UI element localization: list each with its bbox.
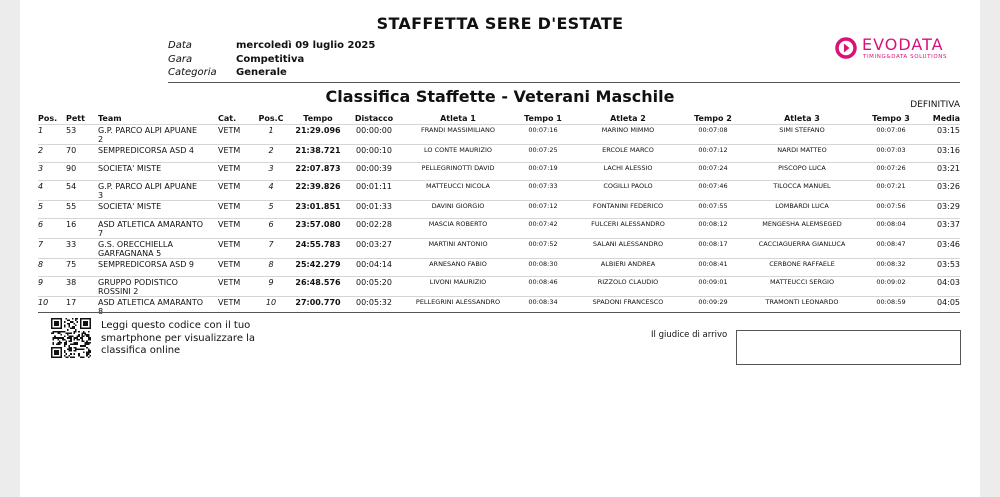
cell-a1: DAVINI GIORGIO <box>402 201 514 219</box>
cell-tempo: 27:00.770 <box>290 297 346 317</box>
cell-team <box>98 201 218 219</box>
col-media: Media <box>932 114 960 123</box>
cell-cat: VETM <box>218 145 252 163</box>
cell-t1: 00:07:25 <box>514 145 572 163</box>
team-name: G.P. PARCO ALPI APUANE <box>98 126 198 135</box>
cell-a1: PELLEGRINOTTI DAVID <box>402 163 514 181</box>
cell-t3: 00:08:47 <box>862 239 920 259</box>
ranking-title: Classifica Staffette - Veterani Maschile <box>325 87 675 106</box>
qr-instructions: Leggi questo codice con il tuo smartphone per visualizzare la classifica online <box>101 320 256 356</box>
team-name: SEMPREDICORSA ASD 9 <box>98 260 195 269</box>
meta-label: Categoria <box>168 67 217 78</box>
table-row <box>38 181 960 201</box>
cell-t3: 00:07:03 <box>862 145 920 163</box>
cell-a3: NARDI MATTEO <box>742 145 862 163</box>
cell-t2: 00:07:55 <box>684 201 742 219</box>
cell-pett: 70 <box>66 145 98 163</box>
cell-a2: SPADONI FRANCESCO <box>572 297 684 317</box>
table-row <box>38 219 960 239</box>
cell-a2: MARINO MIMMO <box>572 125 684 145</box>
cell-team <box>98 297 218 317</box>
cell-posc: 4 <box>252 181 290 201</box>
cell-distacco: 00:03:27 <box>346 239 402 259</box>
cell-cat: VETM <box>218 163 252 181</box>
team-name: GRUPPO PODISTICO <box>98 278 178 287</box>
cell-a2: ERCOLE MARCO <box>572 145 684 163</box>
cell-a1: ARNESANO FABIO <box>402 259 514 277</box>
event-title: STAFFETTA SERE D'ESTATE <box>376 14 624 33</box>
team-name: G.P. PARCO ALPI APUANE <box>98 182 198 191</box>
cell-t2: 00:07:24 <box>684 163 742 181</box>
cell-pos: 9 <box>38 277 66 297</box>
table-row <box>38 125 960 145</box>
cell-team <box>98 181 218 201</box>
col-atleta1: Atleta 1 <box>440 114 476 123</box>
col-distacco: Distacco <box>354 114 394 123</box>
cell-pos: 3 <box>38 163 66 181</box>
evodata-logo-mark-icon <box>834 36 858 60</box>
cell-media: 03:15 <box>920 125 960 145</box>
cell-t1: 00:08:34 <box>514 297 572 317</box>
cell-media: 03:21 <box>920 163 960 181</box>
team-name-line2: 2 <box>98 135 104 144</box>
cell-a2: SALANI ALESSANDRO <box>572 239 684 259</box>
cell-a3: LOMBARDI LUCA <box>742 201 862 219</box>
team-name: ASD ATLETICA AMARANTO <box>98 298 204 307</box>
cell-posc: 7 <box>252 239 290 259</box>
logo-tagline: TIMING&DATA SOLUTIONS <box>863 54 948 60</box>
cell-team <box>98 125 218 145</box>
cell-pos: 4 <box>38 181 66 201</box>
table-row <box>38 259 960 277</box>
cell-cat: VETM <box>218 277 252 297</box>
table-header-row <box>38 113 960 125</box>
table-row <box>38 239 960 259</box>
cell-distacco: 00:00:10 <box>346 145 402 163</box>
cell-media: 03:46 <box>920 239 960 259</box>
cell-pett: 90 <box>66 163 98 181</box>
cell-t2: 00:09:29 <box>684 297 742 317</box>
cell-distacco: 00:04:14 <box>346 259 402 277</box>
table-row <box>38 201 960 219</box>
meta-value: Generale <box>236 67 287 78</box>
cell-a3: PISCOPO LUCA <box>742 163 862 181</box>
cell-media: 03:16 <box>920 145 960 163</box>
event-meta <box>168 39 375 80</box>
team-name: G.S. ORECCHIELLA <box>98 240 173 249</box>
cell-pett: 53 <box>66 125 98 145</box>
team-name-line2: 3 <box>98 191 104 200</box>
cell-distacco: 00:01:33 <box>346 201 402 219</box>
cell-a3: TILOCCA MANUEL <box>742 181 862 201</box>
cell-a3: MATTEUCCI SERGIO <box>742 277 862 297</box>
cell-team <box>98 145 218 163</box>
col-pett: Pett <box>66 114 85 123</box>
cell-tempo: 24:55.783 <box>290 239 346 259</box>
cell-distacco: 00:02:28 <box>346 219 402 239</box>
cell-t3: 00:07:21 <box>862 181 920 201</box>
team-name: ASD ATLETICA AMARANTO <box>98 220 204 229</box>
cell-a1: PELLEGRINI ALESSANDRO <box>402 297 514 317</box>
cell-t1: 00:08:46 <box>514 277 572 297</box>
cell-pos: 7 <box>38 239 66 259</box>
cell-posc: 6 <box>252 219 290 239</box>
cell-posc: 5 <box>252 201 290 219</box>
cell-t2: 00:09:01 <box>684 277 742 297</box>
meta-value: mercoledì 09 luglio 2025 <box>236 40 376 51</box>
cell-media: 04:05 <box>920 297 960 317</box>
team-name-line2: ROSSINI 2 <box>98 287 139 296</box>
header-divider <box>168 82 960 83</box>
cell-tempo: 22:39.826 <box>290 181 346 201</box>
cell-team <box>98 239 218 259</box>
cell-t2: 00:07:08 <box>684 125 742 145</box>
cell-a1: MATTEUCCI NICOLA <box>402 181 514 201</box>
team-name-line2: 7 <box>98 229 104 238</box>
cell-a2: ALBIERI ANDREA <box>572 259 684 277</box>
evodata-logo <box>834 36 964 66</box>
cell-a1: FRANDI MASSIMILIANO <box>402 125 514 145</box>
cell-posc: 1 <box>252 125 290 145</box>
cell-a2: FONTANINI FEDERICO <box>572 201 684 219</box>
cell-posc: 8 <box>252 259 290 277</box>
cell-posc: 10 <box>252 297 290 317</box>
cell-a2: LACHI ALESSIO <box>572 163 684 181</box>
cell-a1: LO CONTE MAURIZIO <box>402 145 514 163</box>
cell-t3: 00:07:06 <box>862 125 920 145</box>
team-name: SOCIETA' MISTE <box>98 164 162 173</box>
cell-t2: 00:08:17 <box>684 239 742 259</box>
cell-t1: 00:07:16 <box>514 125 572 145</box>
cell-pett: 17 <box>66 297 98 317</box>
cell-distacco: 00:05:20 <box>346 277 402 297</box>
cell-cat: VETM <box>218 297 252 317</box>
cell-pos: 8 <box>38 259 66 277</box>
cell-media: 04:03 <box>920 277 960 297</box>
cell-tempo: 21:29.096 <box>290 125 346 145</box>
cell-t3: 00:07:56 <box>862 201 920 219</box>
cell-a1: MARTINI ANTONIO <box>402 239 514 259</box>
cell-pett: 16 <box>66 219 98 239</box>
cell-pos: 2 <box>38 145 66 163</box>
cell-team <box>98 219 218 239</box>
col-pos: Pos. <box>38 114 58 123</box>
cell-pett: 54 <box>66 181 98 201</box>
cell-t1: 00:07:12 <box>514 201 572 219</box>
cell-distacco: 00:01:11 <box>346 181 402 201</box>
col-cat: Cat. <box>218 114 237 123</box>
col-tempo3: Tempo 3 <box>872 114 910 123</box>
cell-t3: 00:07:26 <box>862 163 920 181</box>
results-body <box>38 125 960 317</box>
cell-t1: 00:08:30 <box>514 259 572 277</box>
cell-a2: RIZZOLO CLAUDIO <box>572 277 684 297</box>
meta-row-race <box>168 53 375 67</box>
col-posc: Pos.C <box>258 114 284 123</box>
qr-code-icon <box>51 318 91 358</box>
meta-row-date <box>168 39 375 53</box>
cell-cat: VETM <box>218 259 252 277</box>
cell-media: 03:53 <box>920 259 960 277</box>
table-bottom-divider <box>38 312 960 313</box>
cell-a3: CACCIAGUERRA GIANLUCA <box>742 239 862 259</box>
cell-media: 03:29 <box>920 201 960 219</box>
cell-pos: 10 <box>38 297 66 317</box>
meta-row-category <box>168 66 375 80</box>
cell-distacco: 00:00:00 <box>346 125 402 145</box>
cell-t1: 00:07:19 <box>514 163 572 181</box>
cell-t3: 00:09:02 <box>862 277 920 297</box>
cell-cat: VETM <box>218 181 252 201</box>
cell-tempo: 23:01.851 <box>290 201 346 219</box>
cell-pos: 5 <box>38 201 66 219</box>
cell-team <box>98 259 218 277</box>
col-tempo2: Tempo 2 <box>694 114 732 123</box>
col-atleta3: Atleta 3 <box>784 114 820 123</box>
table-row <box>38 163 960 181</box>
cell-tempo: 23:57.080 <box>290 219 346 239</box>
cell-posc: 3 <box>252 163 290 181</box>
cell-media: 03:37 <box>920 219 960 239</box>
judge-signature-box <box>736 330 961 365</box>
cell-cat: VETM <box>218 125 252 145</box>
cell-t2: 00:07:46 <box>684 181 742 201</box>
cell-team <box>98 277 218 297</box>
cell-tempo: 25:42.279 <box>290 259 346 277</box>
judge-label: Il giudice di arrivo <box>651 330 728 340</box>
col-atleta2: Atleta 2 <box>610 114 646 123</box>
col-tempo1: Tempo 1 <box>524 114 562 123</box>
cell-a1: LIVONI MAURIZIO <box>402 277 514 297</box>
col-team: Team <box>98 114 122 123</box>
col-tempo: Tempo <box>303 114 333 123</box>
team-name: SOCIETA' MISTE <box>98 202 162 211</box>
cell-cat: VETM <box>218 201 252 219</box>
cell-a3: TRAMONTI LEONARDO <box>742 297 862 317</box>
cell-pett: 38 <box>66 277 98 297</box>
cell-t2: 00:07:12 <box>684 145 742 163</box>
logo-wordmark: EVODATA <box>862 35 944 54</box>
cell-distacco: 00:00:39 <box>346 163 402 181</box>
cell-t3: 00:08:04 <box>862 219 920 239</box>
table-row <box>38 145 960 163</box>
team-name-line2: GARFAGNANA 5 <box>98 249 162 258</box>
meta-value: Competitiva <box>236 53 305 65</box>
cell-a3: SIMI STEFANO <box>742 125 862 145</box>
cell-a2: COGILLI PAOLO <box>572 181 684 201</box>
cell-cat: VETM <box>218 239 252 259</box>
meta-label: Gara <box>168 53 193 65</box>
cell-posc: 9 <box>252 277 290 297</box>
cell-tempo: 21:38.721 <box>290 145 346 163</box>
cell-tempo: 22:07.873 <box>290 163 346 181</box>
cell-cat: VETM <box>218 219 252 239</box>
cell-a3: MENGESHA ALEMSEGED <box>742 219 862 239</box>
results-table <box>38 113 960 316</box>
table-row <box>38 297 960 317</box>
cell-posc: 2 <box>252 145 290 163</box>
cell-t3: 00:08:32 <box>862 259 920 277</box>
meta-label: Data <box>168 40 192 51</box>
cell-pett: 55 <box>66 201 98 219</box>
cell-t1: 00:07:42 <box>514 219 572 239</box>
table-row <box>38 277 960 297</box>
cell-t3: 00:08:59 <box>862 297 920 317</box>
cell-a1: MASCIA ROBERTO <box>402 219 514 239</box>
cell-a3: CERBONE RAFFAELE <box>742 259 862 277</box>
cell-team <box>98 163 218 181</box>
ranking-status: DEFINITIVA <box>910 100 960 110</box>
cell-pett: 33 <box>66 239 98 259</box>
team-name: SEMPREDICORSA ASD 4 <box>98 146 195 155</box>
cell-t1: 00:07:52 <box>514 239 572 259</box>
cell-distacco: 00:05:32 <box>346 297 402 317</box>
cell-t1: 00:07:33 <box>514 181 572 201</box>
cell-t2: 00:08:12 <box>684 219 742 239</box>
cell-pett: 75 <box>66 259 98 277</box>
cell-a2: FULCERI ALESSANDRO <box>572 219 684 239</box>
cell-media: 03:26 <box>920 181 960 201</box>
results-sheet <box>20 0 980 497</box>
cell-pos: 1 <box>38 125 66 145</box>
cell-pos: 6 <box>38 219 66 239</box>
cell-t2: 00:08:41 <box>684 259 742 277</box>
cell-tempo: 26:48.576 <box>290 277 346 297</box>
